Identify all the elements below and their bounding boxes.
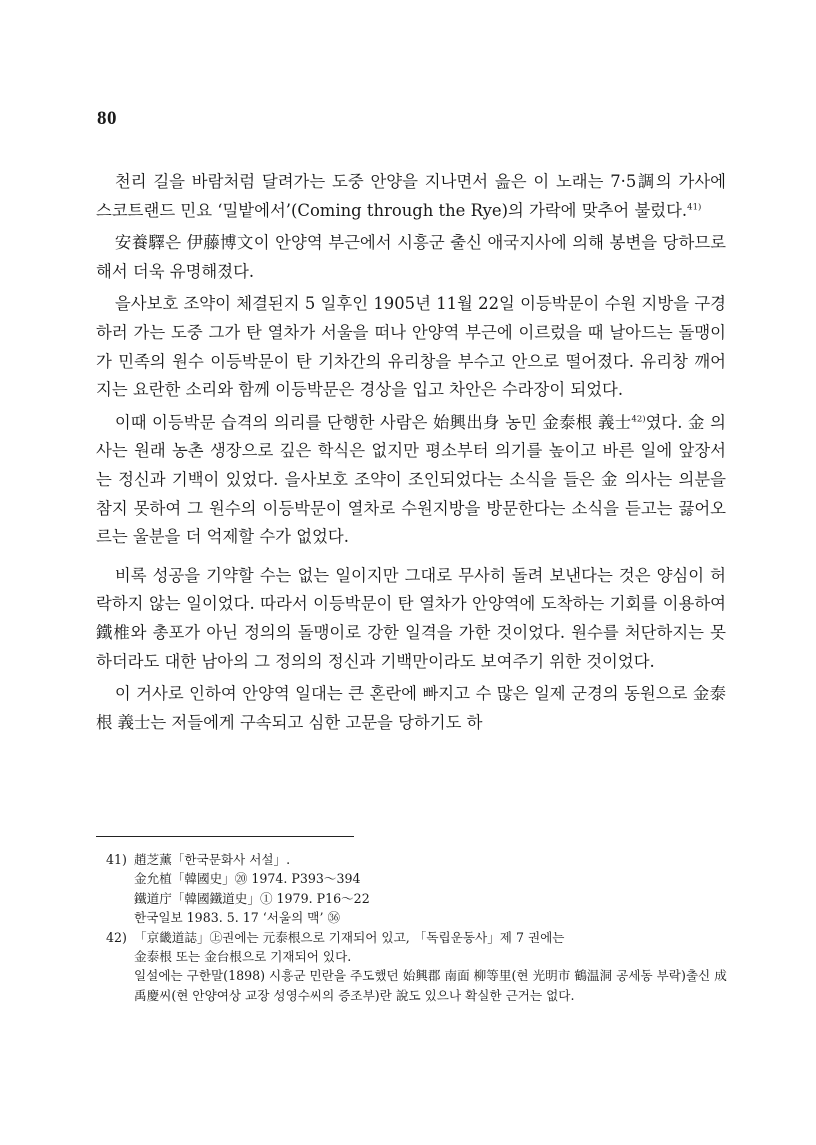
paragraph-1 [96,168,726,225]
footnote-number: 42) [106,929,127,945]
footnote-line: 한국일보 1983. 5. 17 ‘서울의 맥’ ㊱ [134,910,341,926]
footnote-line: 趙芝薰「한국문화사 서설」. [134,852,291,867]
footnote-line: 鐵道庁「韓國鐵道史」① 1979. P16～22 [134,890,370,906]
paragraph-3: 을사보호 조약이 체결된지 5 일후인 1905년 11월 22일 이등박문이 수원 지방을 구경하러 가는 도중 그가 탄 열차가 서울을 떠나 안양역 부근에 이르렀을 때 날아드는 돌맹이가 민족의 원수 이등박문이 탄 기차간의 유리창을 부수고 안으로 떨어졌다. 유리창 깨어지는 요란한 소리와 함께 이등박문은 경상을 입고 차안은 수라장이 되었다. [96,294,726,400]
footnote-ref-41[interactable]: 41) [687,202,702,213]
paragraph-4-text-before: 이때 이등박문 습격의 의리를 단행한 사람은 始興出身 농민 金泰根 義士 [114,412,632,432]
paragraph-2: 安養驛은 伊藤博文이 안양역 부근에서 시흥군 출신 애국지사에 의해 봉변을 당하므로 해서 더욱 유명해졌다. [96,233,726,281]
footnote-number: 41) [106,852,127,867]
paragraph-6: 이 거사로 인하여 안양역 일대는 큰 혼란에 빠지고 수 많은 일제 군경의 동원으로 金泰根 義士는 저들에게 구속되고 심한 고문을 당하기도 하 [96,684,726,732]
footnote-line: 「京畿道誌」㊤권에는 元泰根으로 기재되어 있고, 「독립운동사」제 7 권에는 [134,929,565,945]
body-text [96,168,726,741]
footnote-41 [96,850,736,928]
footnote-line: 金允植「韓國史」⑳ 1974. P393～394 [134,871,361,887]
footnote-extra-note: 일설에는 구한말(1898) 시흥군 민란을 주도했던 始興郡 南面 柳等里(현 光明市 鶴温洞 공세동 부락)출신 成禹慶씨(현 안양여상 교장 성영수씨의 증조부)란 說도 있으나 확실한 근거는 없다. [134,968,727,1003]
footnote-line: 金泰根 또는 金台根으로 기재되어 있다. [134,949,352,965]
footnote-42 [96,928,736,1006]
paragraph-1-text: 천리 길을 바람처럼 달려가는 도중 안양을 지나면서 읊은 이 노래는 7·5調의 가사에 스코트랜드 민요 ‘밀밭에서’(Coming through the Rye)의 가락에 맞추어 불렀다. [96,172,726,220]
paragraph-5: 비록 성공을 기약할 수는 없는 일이지만 그대로 무사히 돌려 보낸다는 것은 양심이 허락하지 않는 일이었다. 따라서 이등박문이 탄 열차가 안양역에 도착하는 기회를 이용하여 鐵椎와 총포가 아닌 정의의 돌맹이로 강한 일격을 가한 것이었다. 원수를 처단하지는 못하더라도 대한 남아의 그 정의의 정신과 기백만이라도 보여주기 위한 것이었다. [96,565,726,671]
page-number: 80 [97,108,117,129]
footnote-divider [96,836,354,837]
footnotes [96,850,736,1005]
paragraph-4 [96,409,726,552]
footnote-ref-42[interactable]: 42) [631,414,646,425]
paragraph-4-text-after: 였다. 金 의사는 원래 농촌 생장으로 깊은 학식은 없지만 평소부터 의기를 높이고 바른 일에 앞장서는 정신과 기백이 있었다. 을사보호 조약이 조인되었다는 소식을 들은 金 의사는 의분을 참지 못하여 그 원수의 이등박문이 열차로 수원지방을 방문한다는 소식을 듣고는 끓어오르는 울분을 더 억제할 수가 없었다. [96,412,726,547]
